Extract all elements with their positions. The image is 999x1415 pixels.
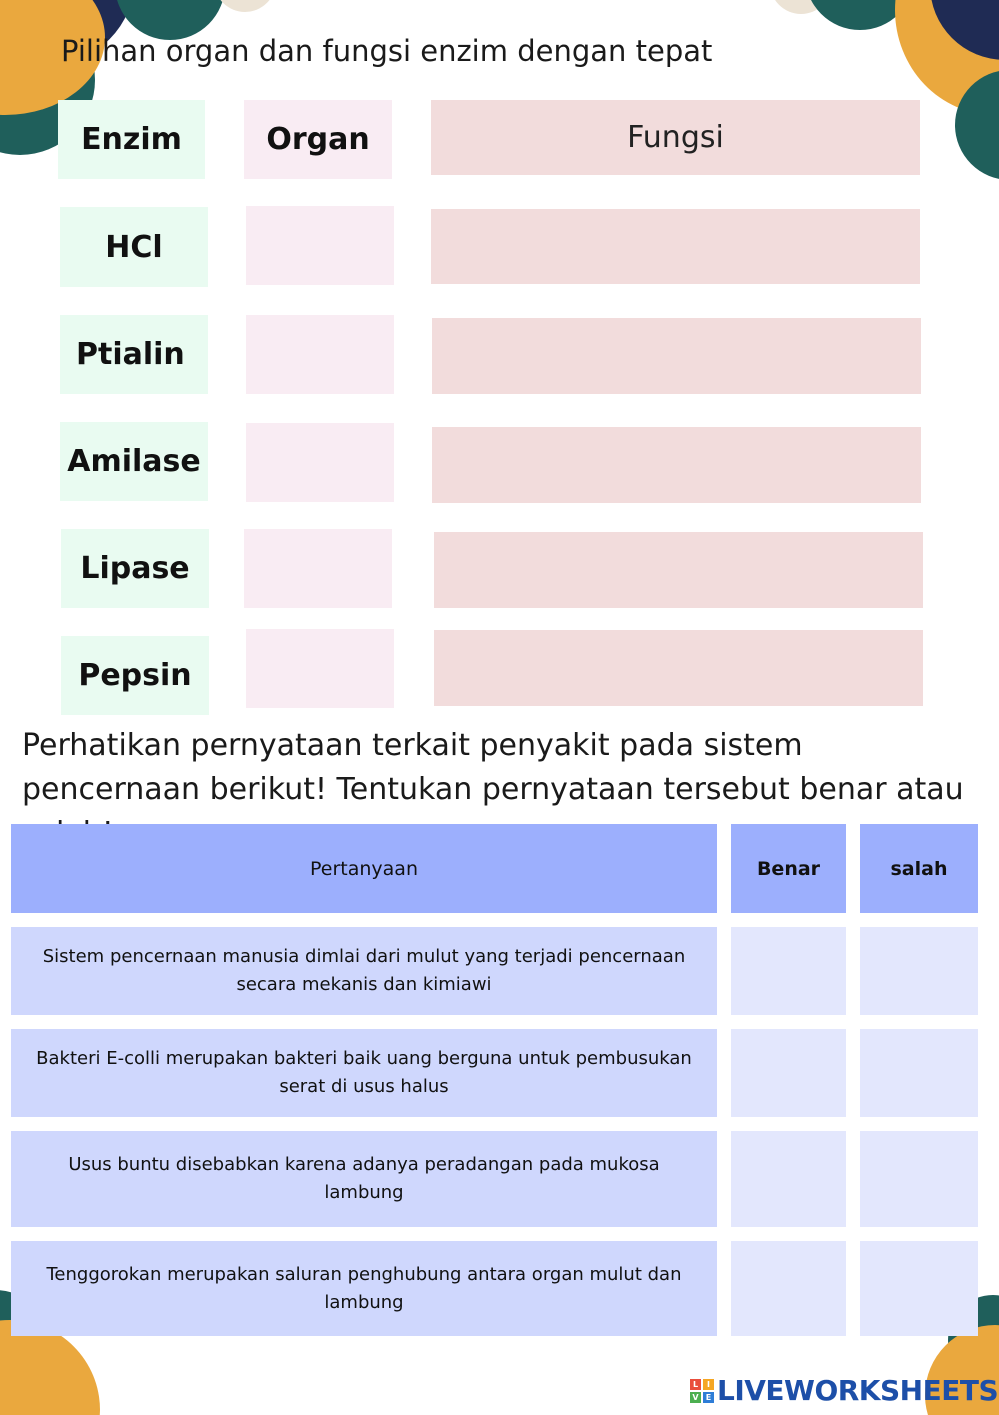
true-column-header: Benar: [731, 824, 846, 913]
answer-false-cell[interactable]: [860, 1131, 978, 1227]
answer-true-cell[interactable]: [731, 927, 846, 1015]
liveworksheets-branding: [690, 1374, 998, 1407]
question-text: Bakteri E-colli merupakan bakteri baik uang berguna untuk pembusukan serat di usus halus: [11, 1029, 717, 1117]
function-input-pepsin[interactable]: [434, 630, 923, 706]
answer-true-cell[interactable]: [731, 1131, 846, 1227]
liveworksheets-logo-icon: [690, 1379, 714, 1403]
function-column-header: Fungsi: [431, 100, 920, 175]
answer-true-cell[interactable]: [731, 1241, 846, 1336]
answer-false-cell[interactable]: [860, 1241, 978, 1336]
false-column-header: salah: [860, 824, 978, 913]
enzyme-label-pepsin: Pepsin: [61, 636, 209, 715]
question-column-header: Pertanyaan: [11, 824, 717, 913]
section-1-title: Pilihan organ dan fungsi enzim dengan tepat: [61, 34, 713, 68]
organ-column-header: Organ: [244, 100, 392, 179]
organ-input-pepsin[interactable]: [246, 629, 394, 708]
enzyme-label-lipase: Lipase: [61, 529, 209, 608]
enzyme-label-ptialin: Ptialin: [60, 315, 208, 394]
function-input-amilase[interactable]: [432, 427, 921, 503]
answer-true-cell[interactable]: [731, 1029, 846, 1117]
organ-input-amilase[interactable]: [246, 423, 394, 502]
logo-letter: L: [690, 1379, 701, 1390]
answer-false-cell[interactable]: [860, 927, 978, 1015]
answer-false-cell[interactable]: [860, 1029, 978, 1117]
enzyme-column-header: Enzim: [58, 100, 205, 179]
function-input-ptialin[interactable]: [432, 318, 921, 394]
deco-circle: [214, 0, 276, 12]
organ-input-lipase[interactable]: [244, 529, 392, 608]
organ-input-hcl[interactable]: [246, 206, 394, 285]
enzyme-label-amilase: Amilase: [60, 422, 208, 501]
section-2-title: Perhatikan pernyataan terkait penyakit pada sistem pencernaan berikut! Tentukan pernyataan tersebut benar atau: [22, 728, 964, 807]
function-input-lipase[interactable]: [434, 532, 923, 608]
logo-letter: I: [703, 1379, 714, 1390]
question-text: Tenggorokan merupakan saluran penghubung antara organ mulut dan lambung: [11, 1241, 717, 1336]
organ-input-ptialin[interactable]: [246, 315, 394, 394]
enzyme-label-hcl: HCl: [60, 207, 208, 287]
function-input-hcl[interactable]: [431, 209, 920, 284]
logo-letter: E: [703, 1392, 714, 1403]
question-text: Sistem pencernaan manusia dimlai dari mulut yang terjadi pencernaan secara mekanis dan kimiawi: [11, 927, 717, 1015]
logo-letter: V: [690, 1392, 701, 1403]
question-text: Usus buntu disebabkan karena adanya peradangan pada mukosa lambung: [11, 1131, 717, 1227]
brand-name: LIVEWORKSHEETS: [717, 1374, 999, 1407]
